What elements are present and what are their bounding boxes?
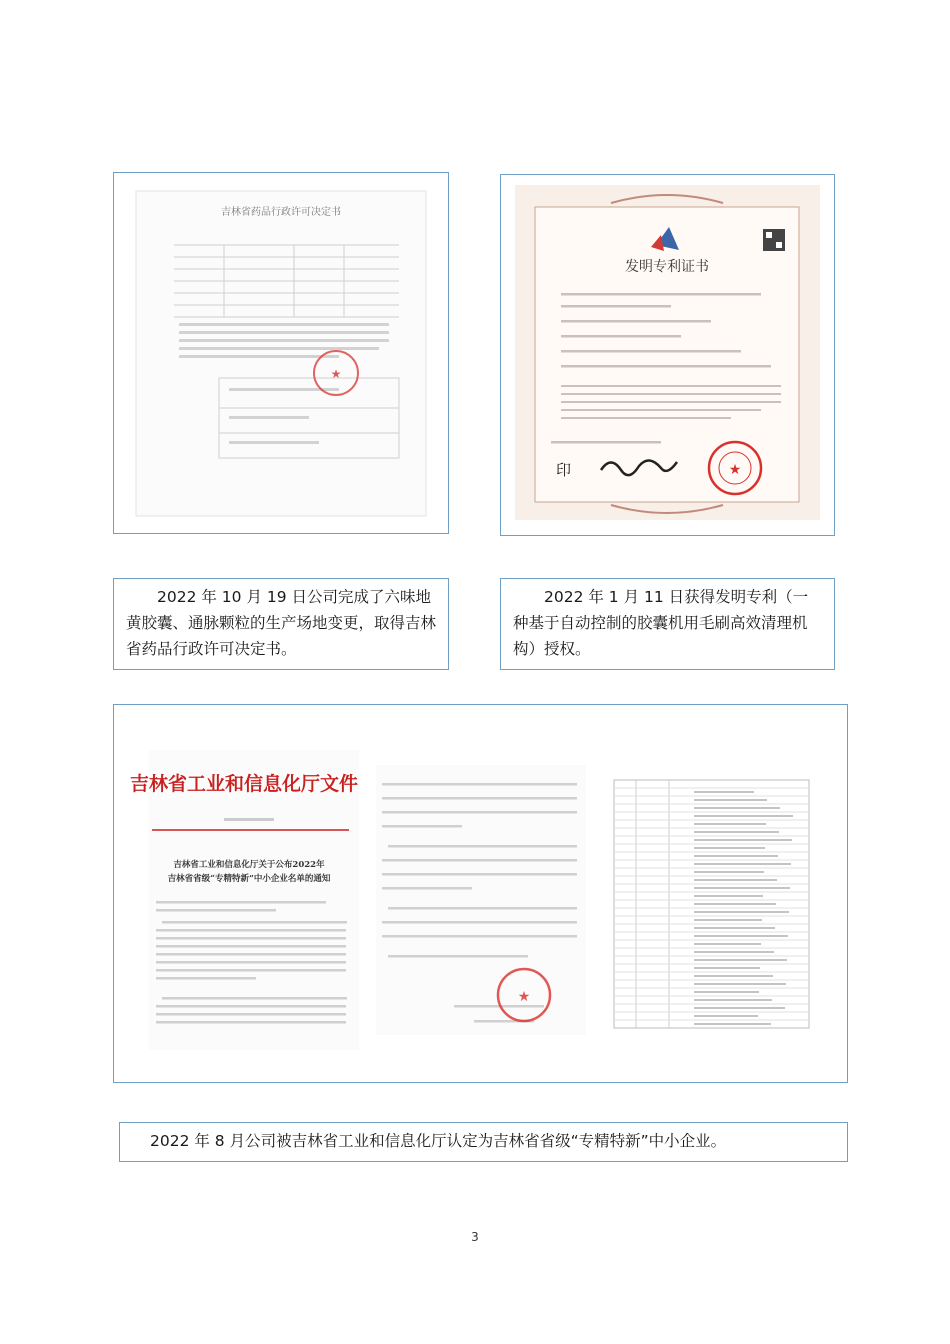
notice-subtitle-1: 吉林省工业和信息化厅关于公布2022年 [173,860,325,870]
page-number: 3 [471,1230,479,1244]
svg-text:★: ★ [728,462,742,478]
license-caption [113,578,449,670]
license-document-image [114,173,448,533]
patent-caption-text: 2022 年 1 月 11 日获得发明专利（一种基于自动控制的胶囊机用毛刷高效清理机构）授权。 [513,588,809,658]
patent-title: 发明专利证书 [625,259,709,275]
notice-subtitle-2: 吉林省省级“专精特新”中小企业名单的通知 [167,874,331,884]
srdi-notice-image [114,705,847,1082]
patent-certificate-image [501,175,834,535]
license-title: 吉林省药品行政许可决定书 [221,207,341,218]
notice-header: 吉林省工业和信息化厅文件 [129,773,359,795]
srdi-caption [119,1122,848,1162]
license-caption-text: 2022 年 10 月 19 日公司完成了六味地黄胶囊、通脉颗粒的生产场地变更，取得吉林省药品行政许可决定书。 [126,588,437,658]
svg-text:★: ★ [330,367,342,381]
srdi-caption-text: 2022 年 8 月公司被吉林省工业和信息化厅认定为吉林省省级“专精特新”中小企业。 [150,1132,727,1150]
svg-text:★: ★ [517,989,531,1005]
patent-certificate-frame [500,174,835,536]
patent-caption [500,578,835,670]
license-document-frame [113,172,449,534]
svg-text:印: 印 [556,461,572,479]
srdi-notice-frame [113,704,848,1083]
